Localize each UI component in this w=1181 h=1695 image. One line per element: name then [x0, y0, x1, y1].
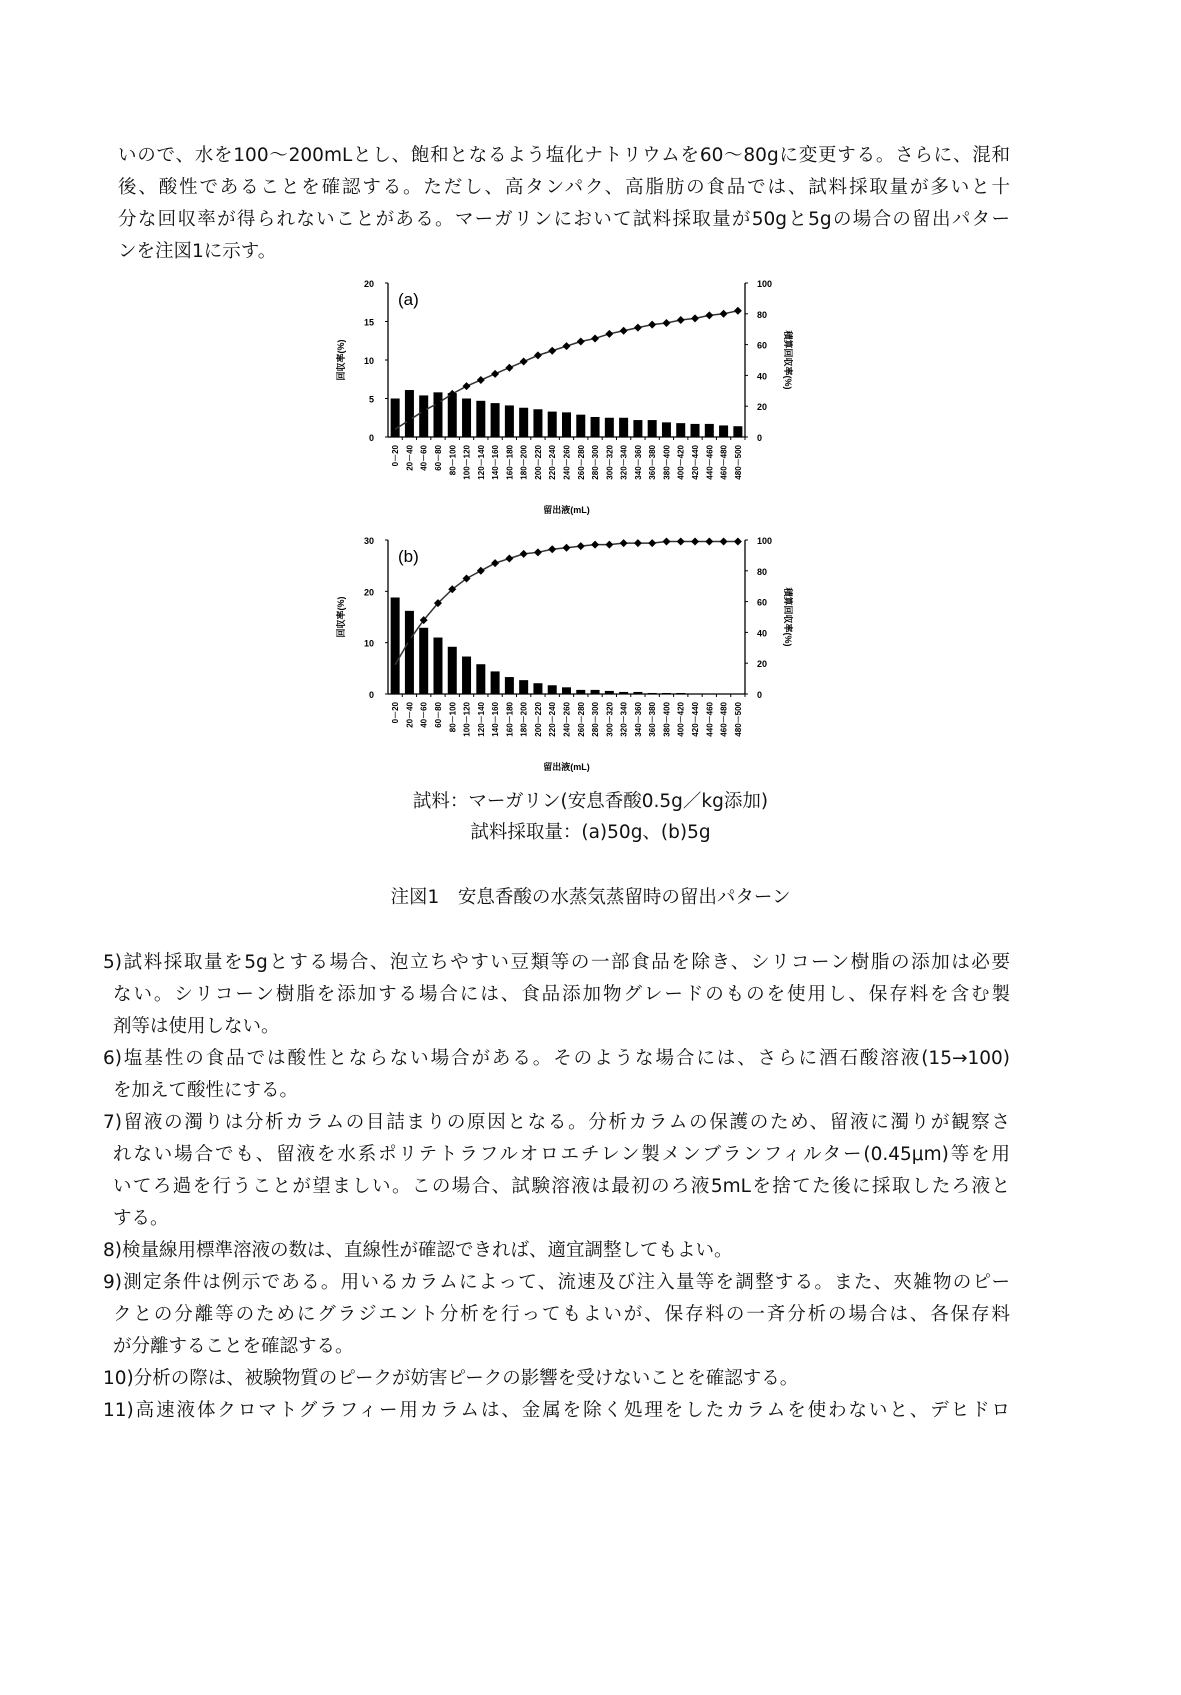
bar: [705, 693, 714, 694]
bar: [705, 424, 714, 437]
y2-tick-label: 40: [757, 628, 768, 639]
bar: [476, 401, 485, 437]
bar: [719, 425, 728, 437]
cumulative-marker: [705, 311, 713, 319]
y2-tick-label: 60: [757, 340, 768, 351]
figure-caption: 注図1 安息香酸の水蒸気蒸留時の留出パターン: [390, 887, 791, 908]
y2-tick-label: 80: [757, 566, 768, 577]
cumulative-marker: [691, 314, 699, 322]
y2-tick-label: 20: [757, 659, 768, 670]
cumulative-marker: [648, 539, 656, 547]
cumulative-marker: [563, 342, 571, 350]
x-tick-label: 80－100: [448, 702, 458, 733]
figure-sample-line: 試料：マーガリン(安息香酸0.5g／kg添加): [412, 791, 769, 812]
x-tick-label: 80－100: [448, 445, 458, 476]
y-tick-label: 30: [363, 536, 374, 546]
x-tick-label: 280－300: [591, 445, 601, 480]
cumulative-marker: [591, 541, 599, 549]
y2-tick-label: 80: [757, 309, 768, 320]
bar: [548, 685, 557, 694]
bar: [548, 412, 557, 437]
bar: [562, 412, 571, 437]
bar: [391, 597, 400, 694]
x-tick-label: 0－20: [391, 445, 401, 467]
x-tick-label: 320－340: [619, 445, 629, 480]
note-line: ない。シリコーン樹脂を添加する場合には、食品添加物グレードのものを使用し、保存料を含む製: [113, 984, 1010, 1005]
bar: [505, 677, 514, 694]
bar: [419, 628, 428, 694]
x-tick-label: 20－40: [405, 445, 415, 471]
bar: [433, 638, 442, 694]
cumulative-marker: [548, 545, 556, 553]
x-tick-label: 380－400: [662, 445, 672, 480]
cumulative-marker: [505, 364, 513, 372]
cumulative-marker: [662, 319, 670, 327]
figure-amount-line: 試料採取量：(a)50g、(b)5g: [470, 822, 711, 843]
x-tick-label: 220－240: [548, 445, 558, 480]
bar: [591, 690, 600, 694]
cumulative-marker: [734, 307, 742, 315]
bar: [619, 692, 628, 694]
y-tick-label: 10: [363, 638, 374, 649]
x-tick-label: 340－360: [633, 445, 643, 480]
bar: [733, 426, 742, 437]
cumulative-marker: [605, 330, 613, 338]
note-line: れない場合でも、留液を水系ポリテトラフルオロエチレン製メンブランフィルター(0.45μm)等を用: [113, 1144, 1010, 1165]
x-tick-label: 140－160: [491, 702, 501, 737]
note-line: する。: [113, 1208, 169, 1229]
x-tick-label: 320－340: [619, 702, 629, 737]
bar: [562, 687, 571, 694]
cumulative-marker: [662, 538, 670, 546]
y-tick-label: 20: [363, 279, 374, 289]
x-tick-label: 460－480: [719, 445, 729, 480]
bar: [591, 417, 600, 437]
note-line: 7)留液の濁りは分析カラムの目詰まりの原因となる。分析カラムの保護のため、留液に濁りが観察さ: [103, 1112, 1010, 1133]
y-axis-label: 回収率(%): [336, 596, 346, 638]
x-tick-label: 260－280: [576, 702, 586, 737]
y2-tick-label: 100: [757, 279, 773, 289]
y-tick-label: 5: [368, 394, 374, 405]
bar: [533, 683, 542, 694]
note-line: を加えて酸性にする。: [113, 1080, 299, 1101]
x-axis-label: 留出液(mL): [543, 762, 590, 772]
bar: [733, 693, 742, 694]
chart-a: [330, 275, 793, 525]
x-tick-label: 0－20: [391, 702, 401, 724]
note-line: が分離することを確認する。: [113, 1336, 354, 1357]
x-tick-label: 300－320: [605, 445, 615, 480]
x-tick-label: 340－360: [633, 702, 643, 737]
cumulative-marker: [505, 554, 513, 562]
bar: [633, 420, 642, 437]
y2-axis-label: 積算回収率(%): [783, 587, 793, 647]
bar: [533, 409, 542, 437]
y2-tick-label: 40: [757, 371, 768, 382]
bar: [405, 390, 414, 437]
x-tick-label: 400－420: [676, 445, 686, 480]
x-tick-label: 460－480: [719, 702, 729, 737]
bar: [419, 395, 428, 437]
x-tick-label: 100－120: [462, 702, 472, 737]
bar: [719, 693, 728, 694]
cumulative-marker: [520, 358, 528, 366]
bar: [619, 418, 628, 437]
x-tick-label: 40－60: [419, 702, 429, 728]
cumulative-marker: [591, 334, 599, 342]
intro-line: ンを注図1に示す。: [118, 241, 277, 262]
x-tick-label: 300－320: [605, 702, 615, 737]
cumulative-marker: [520, 550, 528, 558]
x-axis-label: 留出液(mL): [543, 505, 590, 515]
x-tick-label: 360－380: [648, 445, 658, 480]
x-tick-label: 440－460: [705, 445, 715, 480]
x-tick-label: 140－160: [491, 445, 501, 480]
x-tick-label: 180－200: [519, 445, 529, 480]
panel-label: (a): [398, 290, 419, 309]
x-tick-label: 420－440: [691, 702, 701, 737]
bar: [405, 611, 414, 694]
x-tick-label: 240－260: [562, 445, 572, 480]
y2-tick-label: 100: [757, 536, 773, 546]
cumulative-marker: [477, 567, 485, 575]
note-line: 8)検量線用標準溶液の数は、直線性が確認できれば、適宜調整してもよい。: [103, 1240, 733, 1261]
y2-tick-label: 20: [757, 402, 768, 413]
bar: [491, 671, 500, 694]
bar: [462, 657, 471, 694]
note-line: 6)塩基性の食品では酸性とならない場合がある。そのような場合には、さらに酒石酸溶液(15→100): [103, 1048, 1010, 1069]
cumulative-marker: [477, 376, 485, 384]
bar: [662, 422, 671, 437]
cumulative-marker: [491, 559, 499, 567]
bar: [476, 664, 485, 694]
note-line: 11)高速液体クロマトグラフィー用カラムは、金属を除く処理をしたカラムを使わないと、デヒドロ: [103, 1400, 1010, 1421]
x-tick-label: 400－420: [676, 702, 686, 737]
y-tick-label: 15: [363, 317, 374, 328]
intro-line: 後、酸性であることを確認する。ただし、高タンパク、高脂肪の食品では、試料採取量が多いと十: [118, 177, 1010, 198]
cumulative-marker: [677, 316, 685, 324]
y-axis-label: 回収率(%): [336, 339, 346, 381]
bar: [576, 690, 585, 694]
x-tick-label: 120－140: [476, 702, 486, 737]
x-tick-label: 180－200: [519, 702, 529, 737]
bar: [519, 408, 528, 437]
bar: [491, 403, 500, 437]
x-tick-label: 160－180: [505, 702, 515, 737]
cumulative-marker: [463, 382, 471, 390]
cumulative-marker: [634, 324, 642, 332]
y-tick-label: 20: [363, 587, 374, 598]
cumulative-marker: [620, 539, 628, 547]
note-line: クとの分離等のためにグラジエント分析を行ってもよいが、保存料の一斉分析の場合は、各保存料: [113, 1304, 1010, 1325]
cumulative-marker: [705, 538, 713, 546]
x-tick-label: 60－80: [433, 445, 443, 471]
bar: [576, 415, 585, 437]
note-line: いてろ過を行うことが望ましい。この場合、試験溶液は最初のろ液5mLを捨てた後に採取したろ液と: [113, 1176, 1010, 1197]
cumulative-marker: [605, 541, 613, 549]
bar: [648, 420, 657, 437]
y-tick-label: 0: [368, 690, 374, 700]
cumulative-marker: [563, 544, 571, 552]
bar: [605, 418, 614, 437]
note-line: 剤等は使用しない。: [113, 1016, 280, 1037]
x-tick-label: 60－80: [433, 702, 443, 728]
bar: [505, 405, 514, 437]
bar: [676, 423, 685, 437]
cumulative-marker: [491, 370, 499, 378]
cumulative-marker: [548, 347, 556, 355]
bar: [691, 693, 700, 694]
bar: [462, 399, 471, 438]
cumulative-marker: [620, 327, 628, 335]
x-tick-label: 240－260: [562, 702, 572, 737]
cumulative-marker: [577, 338, 585, 346]
bar: [691, 424, 700, 437]
x-tick-label: 280－300: [591, 702, 601, 737]
bar: [605, 691, 614, 694]
y2-axis-label: 積算回収率(%): [783, 330, 793, 390]
cumulative-marker: [720, 310, 728, 318]
cumulative-marker: [734, 538, 742, 546]
y2-tick-label: 0: [757, 690, 763, 700]
y-tick-label: 10: [363, 356, 374, 366]
note-line: 9)測定条件は例示である。用いるカラムによって、流速及び注入量等を調整する。また、夾雑物のピー: [103, 1272, 1010, 1293]
cumulative-line: [395, 542, 738, 665]
cumulative-line: [395, 311, 738, 430]
x-tick-label: 120－140: [476, 445, 486, 480]
bar: [448, 647, 457, 694]
x-tick-label: 200－220: [533, 445, 543, 480]
cumulative-marker: [577, 542, 585, 550]
x-tick-label: 440－460: [705, 702, 715, 737]
note-line: 5)試料採取量を5gとする場合、泡立ちやすい豆類等の一部食品を除き、シリコーン樹脂の添加は必要: [103, 952, 1010, 973]
bar: [633, 692, 642, 694]
x-tick-label: 420－440: [691, 445, 701, 480]
panel-label: (b): [398, 547, 419, 566]
bar: [391, 399, 400, 438]
y2-tick-label: 0: [757, 433, 763, 443]
bar: [676, 693, 685, 694]
x-tick-label: 380－400: [662, 702, 672, 737]
x-tick-label: 480－500: [733, 702, 743, 737]
cumulative-marker: [648, 321, 656, 329]
chart-b: [330, 532, 793, 782]
cumulative-marker: [534, 548, 542, 556]
cumulative-marker: [677, 538, 685, 546]
bar: [519, 680, 528, 694]
note-line: 10)分析の際は、被験物質のピークが妨害ピークの影響を受けないことを確認する。: [103, 1368, 799, 1389]
x-tick-label: 480－500: [733, 445, 743, 480]
cumulative-marker: [534, 351, 542, 359]
intro-line: いので、水を100～200mLとし、飽和となるよう塩化ナトリウムを60～80gに変更する。さらに、混和: [118, 145, 1010, 166]
x-tick-label: 100－120: [462, 445, 472, 480]
bar: [448, 393, 457, 437]
x-tick-label: 20－40: [405, 702, 415, 728]
y2-tick-label: 60: [757, 597, 768, 608]
cumulative-marker: [691, 538, 699, 546]
y-tick-label: 0: [368, 433, 374, 443]
x-tick-label: 200－220: [533, 702, 543, 737]
bar: [662, 693, 671, 694]
x-tick-label: 220－240: [548, 702, 558, 737]
x-tick-label: 360－380: [648, 702, 658, 737]
x-tick-label: 160－180: [505, 445, 515, 480]
intro-line: 分な回収率が得られないことがある。マーガリンにおいて試料採取量が50gと5gの場合の留出パター: [118, 209, 1010, 230]
x-tick-label: 40－60: [419, 445, 429, 471]
bar: [433, 392, 442, 437]
cumulative-marker: [634, 539, 642, 547]
x-tick-label: 260－280: [576, 445, 586, 480]
cumulative-marker: [720, 538, 728, 546]
bar: [648, 693, 657, 694]
